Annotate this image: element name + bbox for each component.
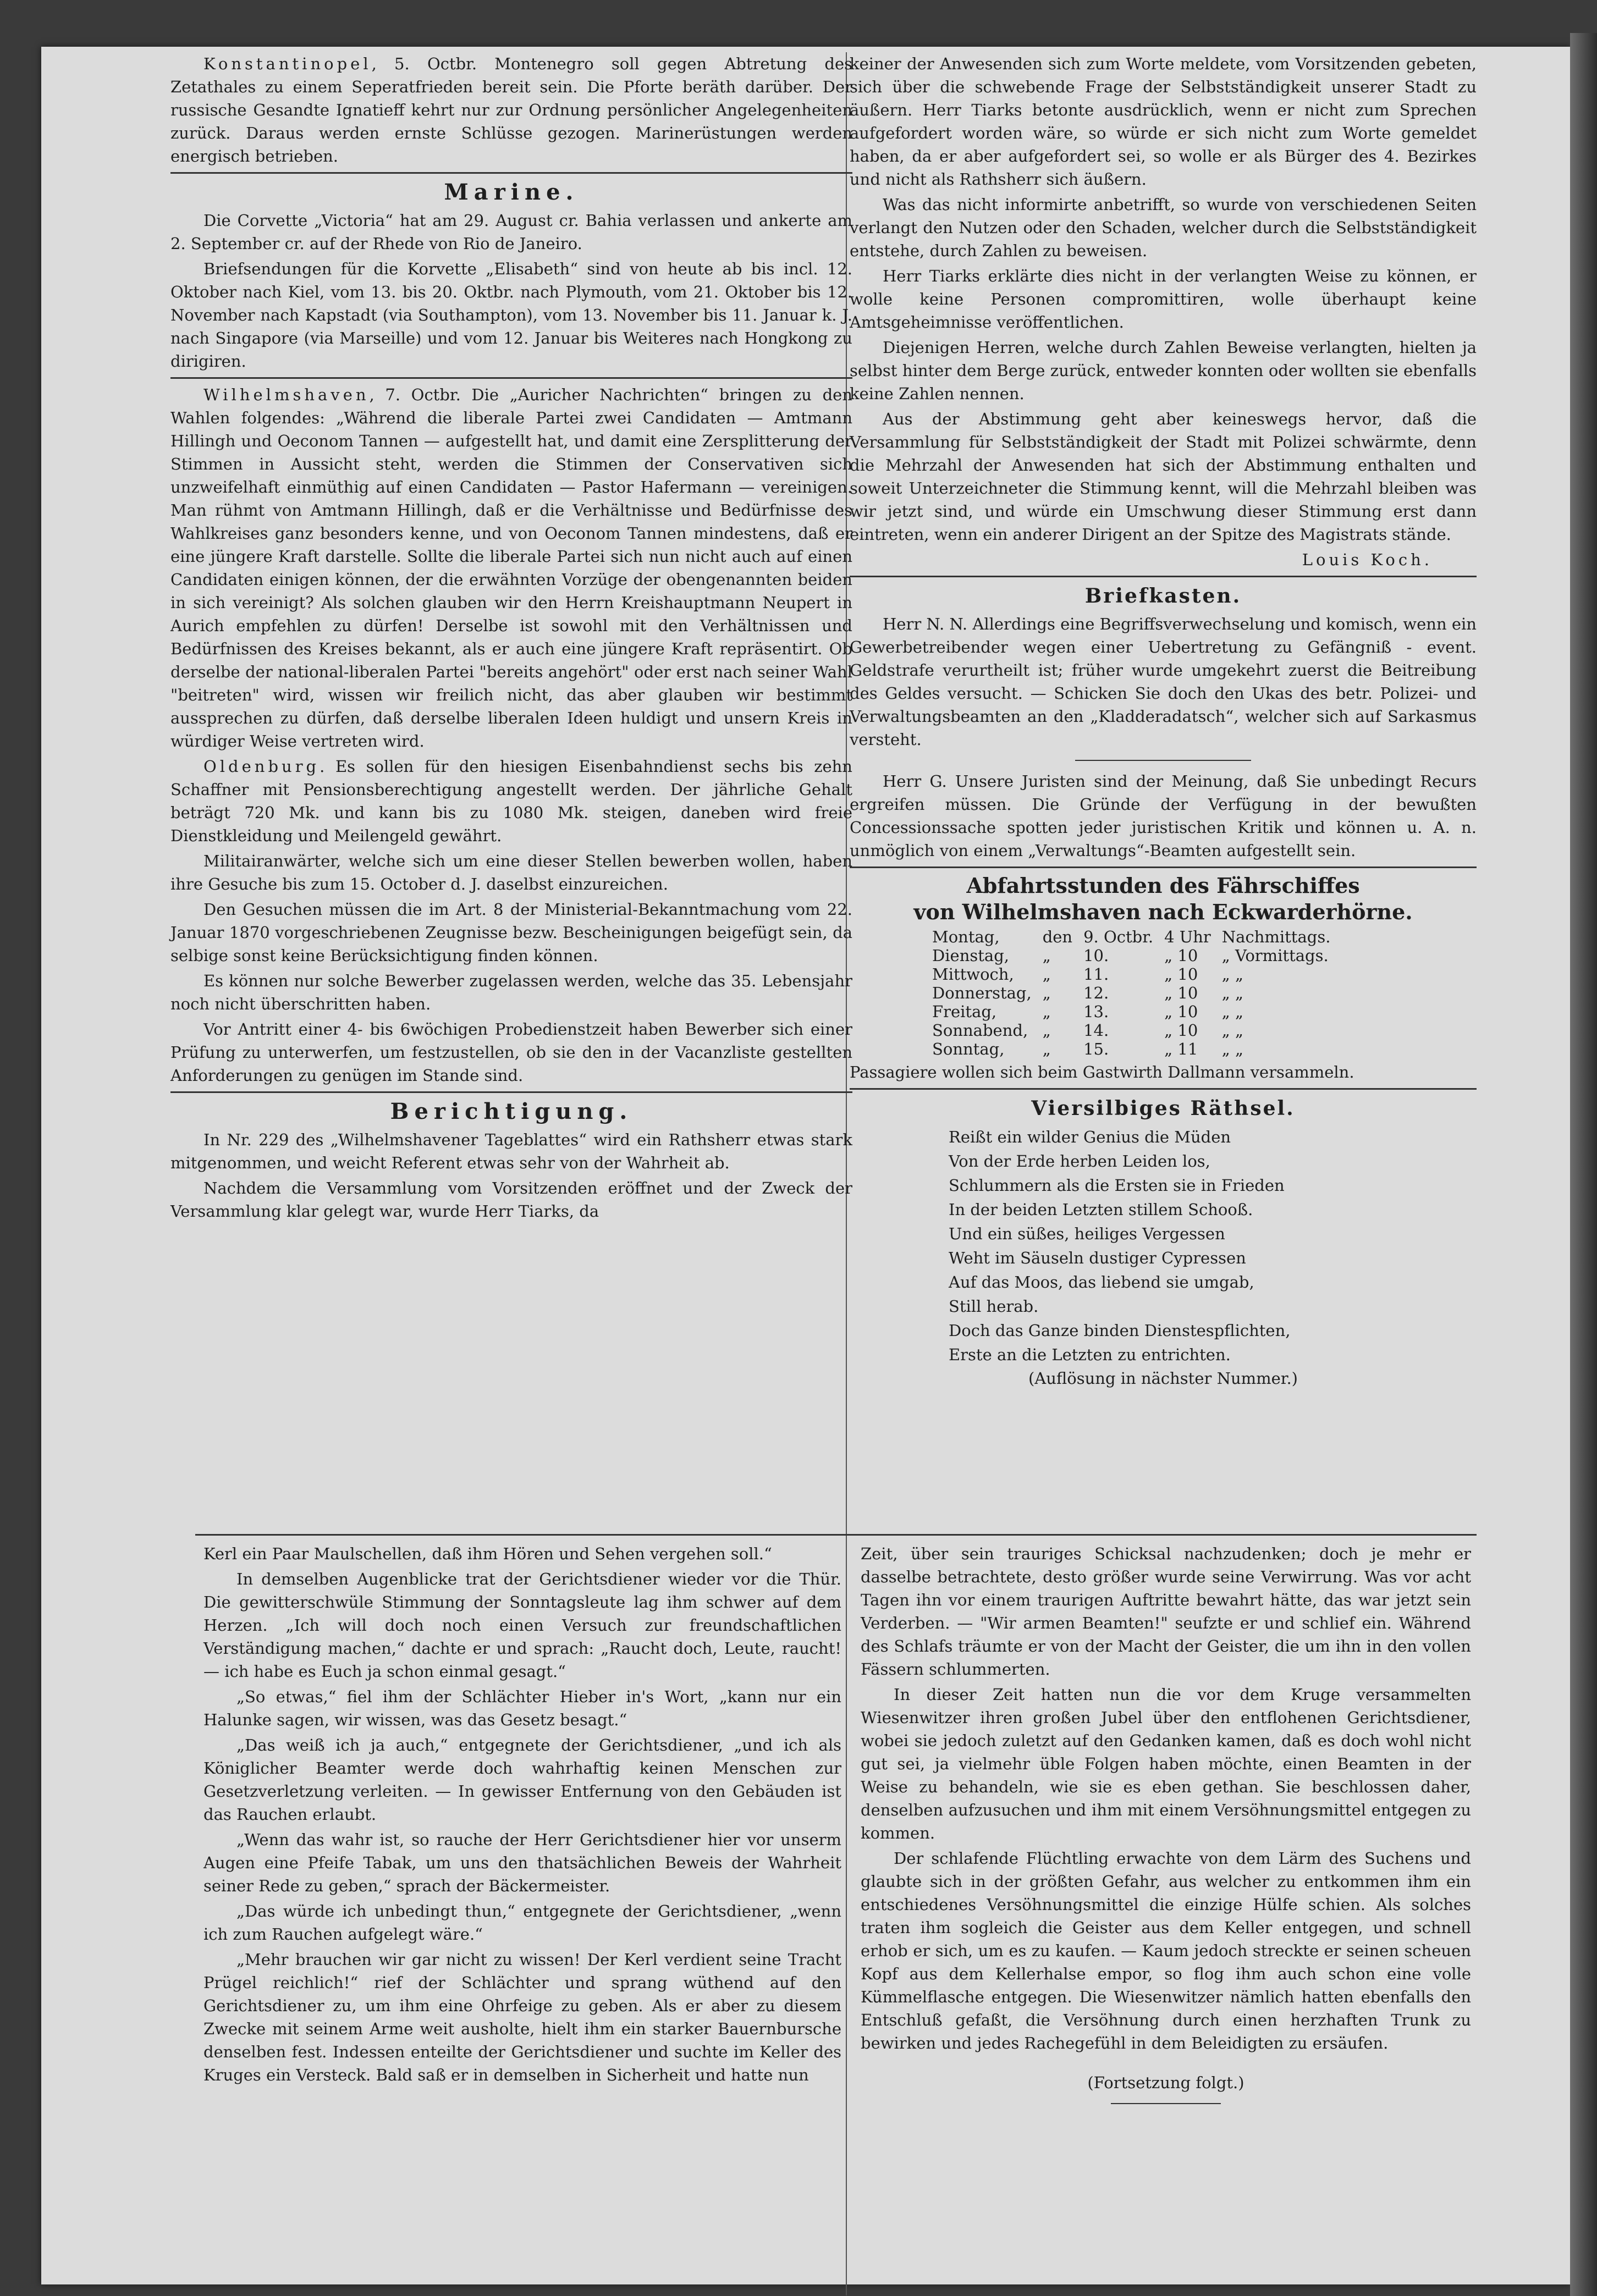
marine-paragraph-1: Die Corvette „Victoria“ hat am 29. August cr. Bahia verlassen und ankerte am 2. September cr. auf der Rhede von Rio de Janeiro. <box>170 211 852 253</box>
section-divider <box>195 1534 1477 1536</box>
page-edge <box>1570 33 1597 2296</box>
ferry-cell-day: Freitag, <box>932 1002 997 1021</box>
poem-line: Reißt ein wilder Genius die Müden <box>949 1128 1231 1146</box>
rule <box>850 576 1477 577</box>
ferry-cell-day: Sonnabend, <box>932 1021 1028 1040</box>
ferry-cell-day: Mittwoch, <box>932 965 1014 984</box>
ferry-cell-hour: „ 10 <box>1164 946 1198 965</box>
riddle-note: (Auflösung in nächster Nummer.) <box>1028 1369 1298 1388</box>
ferry-cell-date: 13. <box>1083 1002 1109 1021</box>
ferry-cell-hour: „ 10 <box>1164 984 1198 1002</box>
poem-line: Auf das Moos, das liebend sie umgab, <box>949 1273 1254 1292</box>
ferry-cell-pre: den <box>1042 928 1073 946</box>
ferry-cell-hour: „ 11 <box>1164 1040 1198 1058</box>
story-paragraph: „Das würde ich unbedingt thun,“ entgegnete der Gerichtsdiener, „wenn ich zum Rauchen aufgelegt wäre.“ <box>203 1902 841 1944</box>
continuation-paragraph-5: Aus der Abstimmung geht aber keineswegs hervor, daß die Versammlung für Selbstständigkeit der Stadt mit Polizei schwärmte, denn die Mehrzahl der Anwesenden hat sich der Abstimmung enthalten und soweit Unterzeichneter die Stimmung kennt, will die Mehrzahl bleiben was wir jetzt sind, und würde ein Umschwung dieser Stimmung erst dann eintreten, wenn ein anderer Dirigent an der Spitze des Magistrats stände. <box>850 410 1477 544</box>
rule <box>850 1088 1477 1090</box>
story-paragraph: Kerl ein Paar Maulschellen, daß ihm Hören und Sehen vergehen soll.“ <box>203 1544 772 1563</box>
ferry-cell-pre: „ <box>1042 946 1051 965</box>
left-column-top <box>170 52 852 1225</box>
ferry-title-line-2: von Wilhelmshaven nach Eckwarderhörne. <box>913 899 1413 924</box>
rule <box>170 1091 852 1093</box>
ferry-row <box>927 1040 1336 1058</box>
ferry-cell-hour: „ 10 <box>1164 965 1198 984</box>
ferry-cell-day: Sonntag, <box>932 1040 1005 1058</box>
article-text: , 5. Octbr. Montenegro soll gegen Abtretung des Zetathales zu einem Seperatfrieden bereit sein. Die Pforte beräth darüber. Der russische Gesandte Ignatieff kehrt nur zur Ordnung persönlicher Angelegenheiten zurück. Daraus werden ernste Schlüsse gezogen. Marinerüstungen werden energisch betrieben. <box>170 54 852 165</box>
ferry-cell-date: 10. <box>1083 946 1109 965</box>
poem-line: In der beiden Letzten stillem Schooß. <box>949 1200 1253 1219</box>
ferry-cell-hour: 4 Uhr <box>1164 928 1211 946</box>
ferry-cell-date: 12. <box>1083 984 1109 1002</box>
article-text: , 7. Octbr. Die „Auricher Nachrichten“ bringen zu den Wahlen folgendes: „Während die liberale Partei zwei Candidaten — Amtmann Hillingh und Oeconom Tannen — aufgestellt hat, und damit eine Zersplitterung der Stimmen in Aussicht steht, werden die Stimmen der Conservativen sich unzweifelhaft einmüthig auf einen Candidaten — Pastor Hafermann — vereinigen. Man rühmt von Amtmann Hillingh, daß er die Verhältnisse und Bedürfnisse des Wahlkreises ganz besonders kenne, und von Oeconom Tannen mindestens, daß er eine jüngere Kraft darstelle. Sollte die liberale Partei sich nun nicht auch auf einen Candidaten einigen können, der die erwähnten Vorzüge der obengenannten beiden in sich vereinigt? Als solchen glauben wir den Herrn Kreishauptmann Neupert in Aurich empfehlen zu dürfen! Derselbe ist sowohl mit den Verhältnissen und Bedürfnissen des Kreises bekannt, als er auch eine jüngere Kraft repräsentirt. Ob derselbe der national-liberalen Partei "bereits angehört" oder erst nach seiner Wahl "beitreten" wird, wissen wir freilich nicht, das aber glauben wir bestimmt aussprechen zu dürfen, daß derselbe liberalen Ideen huldigt und unsern Kreis in würdiger Weise vertreten wird. <box>170 385 852 750</box>
ferry-note: Passagiere wollen sich beim Gastwirth Dallmann versammeln. <box>850 1063 1354 1081</box>
continuation-paragraph-3: Herr Tiarks erklärte dies nicht in der verlangten Weise zu können, er wolle keine Personen compromittiren, wolle überhaupt keine Amtsgeheimnisse veröffentlichen. <box>850 267 1477 332</box>
ferry-row <box>927 1002 1336 1021</box>
short-rule <box>1075 760 1251 761</box>
continuation-paragraph-1: keiner der Anwesenden sich zum Worte meldete, vom Vorsitzenden gebeten, sich über die schwebende Frage der Selbstständigkeit unserer Stadt zu äußern. Herr Tiarks betonte ausdrücklich, wenn er nicht zum Sprechen aufgefordert worden wäre, so würde er sich nicht zum Worte gemeldet haben, da er aber aufgefordert sei, so wolle er als Bürger des 4. Bezirkes und nicht als Rathsherr sich äußern. <box>850 54 1477 189</box>
ferry-cell-day: Montag, <box>932 928 1000 946</box>
left-column-bottom <box>203 1542 841 2089</box>
berichtigung-paragraph-2: Nachdem die Versammlung vom Vorsitzenden eröffnet und der Zweck der Versammlung klar gelegt war, wurde Herr Tiarks, da <box>170 1179 852 1221</box>
ferry-cell-pre: „ <box>1042 1040 1051 1058</box>
ferry-cell-hour: „ 10 <box>1164 1002 1198 1021</box>
short-rule <box>1111 2103 1221 2104</box>
story-paragraph: In dieser Zeit hatten nun die vor dem Kruge versammelten Wiesenwitzer ihren großen Jubel über den entflohenen Gerichtsdiener, wobei sie jedoch zuletzt auf den Gedanken kamen, daß es doch wohl nicht gut sei, ja vielmehr üble Folgen haben möchte, einen Beamten in der Weise zu behandeln, wie sie es eben gethan. Sie beschlossen daher, denselben aufzusuchen und ihm mit einem Versöhnungsmittel entgegen zu kommen. <box>861 1685 1471 1842</box>
ferry-cell-hour: „ 10 <box>1164 1021 1198 1040</box>
ferry-cell-pre: „ <box>1042 1021 1051 1040</box>
ferry-row <box>927 928 1336 946</box>
oldenburg-paragraph-5: Vor Antritt einer 4- bis 6wöchigen Probedienstzeit haben Bewerber sich einer Prüfung zu unterwerfen, um festzustellen, ob sie den in der Vacanzliste gestellten Anforderungen zu genügen im Stande sind. <box>170 1020 852 1085</box>
ferry-title-line-1: Abfahrtsstunden des Fährschiffes <box>966 873 1360 898</box>
signature: Louis Koch. <box>1302 550 1433 569</box>
ferry-cell-note: „ „ <box>1221 1021 1244 1040</box>
ferry-cell-date: 11. <box>1083 965 1109 984</box>
continuation-paragraph-2: Was das nicht informirte anbetrifft, so wurde von verschiedenen Seiten verlangt den Nutzen oder den Schaden, welcher durch die Selbstständigkeit entstehe, durch Zahlen zu beweisen. <box>850 195 1477 260</box>
ferry-row <box>927 965 1336 984</box>
poem-line: Schlummern als die Ersten sie in Frieden <box>949 1176 1285 1195</box>
rule <box>850 866 1477 868</box>
story-paragraph: Zeit, über sein trauriges Schicksal nachzudenken; doch je mehr er dasselbe betrachtete, desto größer wurde seine Verwirrung. Was vor acht Tagen ihn vor einem traurigen Auftritte bewahrt hätte, das war jetzt sein Verderben. — "Wir armen Beamten!" seufzte er und schlief ein. Während des Schlafs träumte er von der Macht der Geister, die um ihn in den vollen Fässern schlummerten. <box>861 1544 1471 1679</box>
poem-line: Still herab. <box>949 1297 1039 1316</box>
dateline-place: Wilhelmshaven <box>203 385 370 404</box>
ferry-cell-pre: „ <box>1042 984 1051 1002</box>
heading-marine: Marine. <box>444 179 579 205</box>
ferry-row <box>927 984 1336 1002</box>
story-paragraph: „Das weiß ich ja auch,“ entgegnete der Gerichtsdiener, „und ich als Königlicher Beamter werde doch wahrhaftig keinen Menschen zur Gesetzverletzung verleiten. — In gewisser Entfernung von den Gebäuden ist das Rauchen erlaubt. <box>203 1736 841 1824</box>
oldenburg-paragraph-2: Militairanwärter, welche sich um eine dieser Stellen bewerben wollen, haben ihre Gesuche bis zum 15. October d. J. daselbst einzureichen. <box>170 852 852 893</box>
rule <box>170 172 852 174</box>
rule <box>170 377 852 379</box>
poem-line: Von der Erde herben Leiden los, <box>949 1152 1210 1171</box>
heading-raethsel: Viersilbiges Räthsel. <box>1031 1097 1295 1120</box>
ferry-cell-note: „ „ <box>1221 965 1244 984</box>
ferry-schedule-table <box>927 928 1336 1058</box>
ferry-cell-note: „ „ <box>1221 1002 1244 1021</box>
article-oldenburg <box>170 755 852 847</box>
ferry-cell-pre: „ <box>1042 965 1051 984</box>
briefkasten-paragraph-2: Herr G. Unsere Juristen sind der Meinung, daß Sie unbedingt Recurs ergreifen müssen. Die Gründe der Verfügung in der bewußten Concessionssache spotten jeder juristischen Kritik und können u. A. n. unmöglich von einem „Verwaltungs“-Beamten aufgestellt sein. <box>850 772 1477 860</box>
dateline-place: Oldenburg <box>203 757 320 776</box>
story-paragraph: In demselben Augenblicke trat der Gerichtsdiener wieder vor die Thür. Die gewitterschwüle Stimmung der Sonntagsleute lag ihm schwer auf dem Herzen. „Ich will doch noch einen Versuch zur freundschaftlichen Verständigung machen,“ dachte er und sprach: „Raucht doch, Leute, raucht! — ich habe es Euch ja schon einmal gesagt.“ <box>203 1570 841 1681</box>
oldenburg-paragraph-4: Es können nur solche Bewerber zugelassen werden, welche das 35. Lebensjahr noch nicht überschritten haben. <box>170 972 852 1013</box>
heading-briefkasten: Briefkasten. <box>1084 584 1242 608</box>
ferry-cell-note: Nachmittags. <box>1221 928 1331 946</box>
ferry-cell-note: „ „ <box>1221 984 1244 1002</box>
ferry-cell-date: 15. <box>1083 1040 1109 1058</box>
story-paragraph: „So etwas,“ fiel ihm der Schlächter Hieber in's Wort, „kann nur ein Halunke sagen, wir wissen, was das Gesetz besagt.“ <box>203 1687 841 1729</box>
marine-paragraph-2: Briefsendungen für die Korvette „Elisabeth“ sind von heute ab bis incl. 12. Oktober nach Kiel, vom 13. bis 20. Oktbr. nach Plymouth, vom 21. Oktober bis 12. November nach Kapstadt (via Southampton), vom 13. November bis 11. Januar k. J. nach Singapore (via Marseille) und vom 12. Januar bis Weiteres nach Hongkong zu dirigiren. <box>170 260 852 371</box>
story-paragraph: „Mehr brauchen wir gar nicht zu wissen! Der Kerl verdient seine Tracht Prügel reichlich!“ rief der Schlächter und sprang wüthend auf den Gerichtsdiener zu, um ihm eine Ohrfeige zu geben. Als er aber zu diesem Zwecke mit seinem Arme weit ausholte, hielt ihm ein starker Bauernbursche denselben fest. Indessen enteilte der Gerichtsdiener und suchte im Keller des Kruges ein Versteck. Bald saß er in demselben in Sicherheit und hatte nun <box>203 1950 841 2084</box>
ferry-cell-pre: „ <box>1042 1002 1051 1021</box>
riddle-poem <box>949 1125 1477 1367</box>
right-column-top <box>850 52 1477 1392</box>
story-paragraph: Der schlafende Flüchtling erwachte von dem Lärm des Suchens und glaubte sich in der größten Gefahr, aus welcher zu entkommen ihm ein entschiedenes Versöhnungsmittel die einzige Hülfe schien. Als solches traten ihm sogleich die Geister aus dem Keller entgegen, und schnell erhob er sich, um es zu kaufen. — Kaum jedoch streckte er seinen scheuen Kopf aus dem Kellerhalse empor, so flog ihm auch schon eine volle Kümmelflasche entgegen. Die Wiesenwitzer nämlich hatten ebenfalls den Entschluß gefaßt, die Versöhnung durch einen herzhaften Trunk zu bewirken und jedes Rachegefühl in dem Beleidigten zu ersäufen. <box>861 1849 1471 2052</box>
poem-line: Weht im Säuseln dustiger Cypressen <box>949 1249 1246 1267</box>
article-konstantinopel <box>170 52 852 168</box>
ferry-cell-day: Dienstag, <box>932 946 1009 965</box>
briefkasten-paragraph-1: Herr N. N. Allerdings eine Begriffsverwechselung und komisch, wenn ein Gewerbetreibender wegen einer Uebertretung zu Gefängniß - event. Geldstrafe verurtheilt ist; früher wurde umgekehrt zuerst die Beitreibung des Geldes versucht. — Schicken Sie doch den Ukas des betr. Polizei- und Verwaltungsbeamten an den „Kladderadatsch“, welcher sich auf Sarkasmus versteht. <box>850 615 1477 749</box>
poem-line: Und ein süßes, heiliges Vergessen <box>949 1224 1225 1243</box>
ferry-cell-date: 14. <box>1083 1021 1109 1040</box>
right-column-bottom <box>861 1542 1471 2113</box>
article-text: . Es sollen für den hiesigen Eisenbahndienst sechs bis zehn Schaffner mit Pensionsberechtigung angestellt werden. Der jährliche Gehalt beträgt 720 Mk. und kann bis zu 1080 Mk. steigen, daneben wird freie Dienstkleidung und Meilengeld gewährt. <box>170 757 852 845</box>
berichtigung-paragraph-1: In Nr. 229 des „Wilhelmshavener Tageblattes“ wird ein Rathsherr etwas stark mitgenommen, und weicht Referent etwas sehr von der Wahrheit ab. <box>170 1130 852 1172</box>
heading-berichtigung: Berichtigung. <box>390 1099 633 1124</box>
story-paragraph: „Wenn das wahr ist, so rauche der Herr Gerichtsdiener hier vor unserm Augen eine Pfeife Tabak, um uns den thatsächlichen Beweis der Wahrheit seiner Rede zu geben,“ sprach der Bäckermeister. <box>203 1830 841 1895</box>
dateline-place: Konstantinopel <box>203 54 372 73</box>
ferry-cell-note: „ Vormittags. <box>1221 946 1329 965</box>
continued-note: (Fortsetzung folgt.) <box>1087 2073 1244 2092</box>
article-wilhelmshaven <box>170 383 852 753</box>
oldenburg-paragraph-3: Den Gesuchen müssen die im Art. 8 der Ministerial-Bekanntmachung vom 22. Januar 1870 vorgeschriebenen Zeugnisse bezw. Bescheinigungen beigefügt sein, da selbige sonst keine Berücksichtigung finden können. <box>170 900 852 965</box>
poem-line: Erste an die Letzten zu entrichten. <box>949 1345 1231 1364</box>
ferry-cell-date: 9. Octbr. <box>1083 928 1154 946</box>
continuation-paragraph-4: Diejenigen Herren, welche durch Zahlen Beweise verlangten, hielten ja selbst hinter dem Berge zurück, entweder konnten oder wollten sie ebenfalls keine Zahlen nennen. <box>850 338 1477 403</box>
poem-line: Doch das Ganze binden Dienstespflichten, <box>949 1321 1291 1340</box>
ferry-row <box>927 946 1336 965</box>
ferry-cell-note: „ „ <box>1221 1040 1244 1058</box>
ferry-cell-day: Donnerstag, <box>932 984 1032 1002</box>
ferry-row <box>927 1021 1336 1040</box>
